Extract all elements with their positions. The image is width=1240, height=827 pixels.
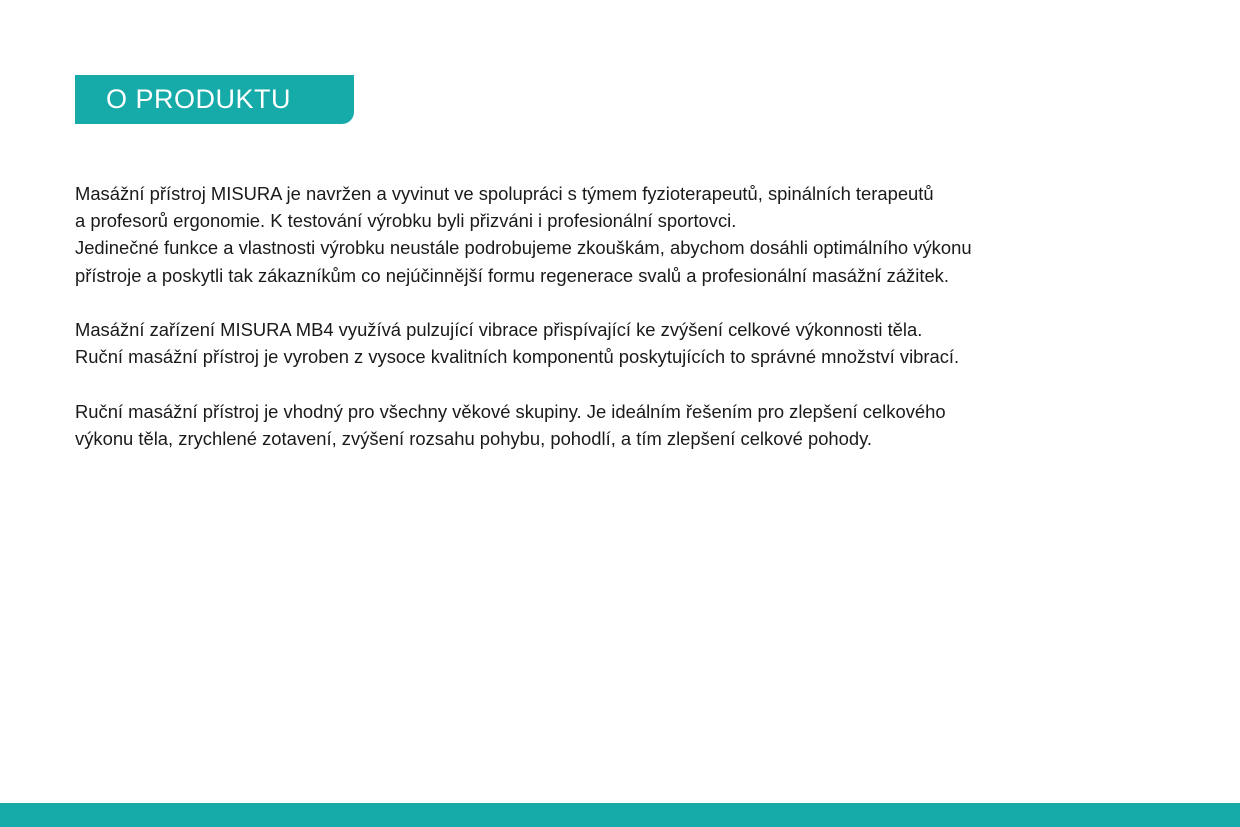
paragraph-line: Ruční masážní přístroj je vyroben z vysoce kvalitních komponentů poskytujících to správné množství vibrací.	[75, 346, 960, 368]
product-description	[75, 180, 1185, 479]
paragraph-line: Masážní zařízení MISURA MB4 využívá pulzující vibrace přispívající ke zvýšení celkové výkonnosti těla.	[75, 319, 923, 340]
paragraph-line: Jedinečné funkce a vlastnosti výrobku neustále podrobujeme zkouškám, abychom dosáhli optimálního výkonu	[75, 237, 972, 259]
section-title: O PRODUKTU	[106, 84, 292, 114]
section-header-tab	[75, 75, 354, 124]
footer-accent-bar	[0, 803, 1240, 827]
paragraph-line: a profesorů ergonomie. K testování výrobku byli přizváni i profesionální sportovci.	[75, 210, 737, 232]
paragraph-line: výkonu těla, zrychlené zotavení, zvýšení rozsahu pohybu, pohodlí, a tím zlepšení celkové pohody.	[75, 427, 873, 449]
description-paragraph-2	[75, 316, 1185, 370]
description-paragraph-1	[75, 180, 1185, 289]
paragraph-line: Masážní přístroj MISURA je navržen a vyvinut ve spolupráci s týmem fyzioterapeutů, spinálních terapeutů	[75, 183, 934, 204]
paragraph-line: Ruční masážní přístroj je vhodný pro všechny věkové skupiny. Je ideálním řešením pro zlepšení celkového	[75, 400, 946, 422]
paragraph-line: přístroje a poskytli tak zákazníkům co nejúčinnější formu regenerace svalů a profesionální masážní zážitek.	[75, 264, 949, 286]
description-paragraph-3	[75, 398, 1185, 452]
